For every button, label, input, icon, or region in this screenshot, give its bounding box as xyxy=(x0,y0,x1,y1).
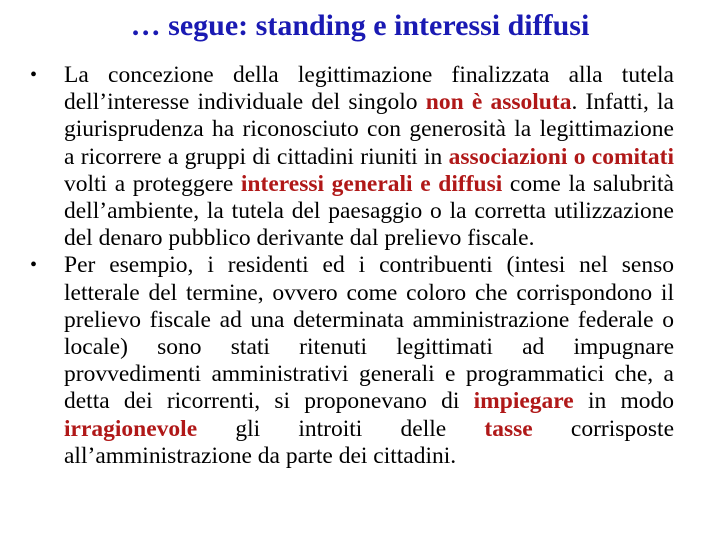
text-segment: gli introiti delle xyxy=(197,415,485,442)
text-segment: come la salubrità dell’ambiente, la tutela del paesaggio o la corretta utilizzazione del denaro pubblico derivante dal prelievo fiscale. xyxy=(64,170,674,252)
emphasis-segment: non è assoluta xyxy=(425,89,572,116)
slide-title: … segue: standing e interessi diffusi xyxy=(130,9,590,42)
emphasis-segment: interessi generali e diffusi xyxy=(240,170,503,197)
emphasis-segment: irragionevole xyxy=(64,415,198,442)
emphasis-segment: associazioni o comitati xyxy=(448,143,674,170)
text-segment: La concezione della legittimazione finalizzata alla tutela dell’interesse individuale del singolo xyxy=(64,62,674,116)
bullet-text xyxy=(64,252,674,468)
emphasis-segment: tasse xyxy=(484,415,533,442)
bullet-list xyxy=(28,62,674,470)
bullet-item xyxy=(28,62,674,252)
bullet-icon: • xyxy=(30,64,38,86)
text-segment: . Infatti, la giurisprudenza ha riconosciuto con generosità la legittimazione a ricorrere a gruppi di cittadini riuniti in xyxy=(64,89,674,170)
emphasis-segment: impiegare xyxy=(473,388,574,415)
text-segment: volti a proteggere xyxy=(64,170,241,197)
text-segment: in modo xyxy=(573,388,674,415)
bullet-icon: • xyxy=(30,254,38,277)
bullet-text xyxy=(64,62,674,251)
text-segment: corrisposte all’amministrazione da parte dei cittadini. xyxy=(64,415,674,469)
bullet-item xyxy=(28,252,674,470)
text-segment: Per esempio, i residenti ed i contribuenti (intesi nel senso letterale del termine, ovvero come coloro che corrispondono il prelievo fiscale ad una determinata amministrazione federale o locale) sono stati ritenuti legittimati ad impugnare provvedimenti amministrativi generali e programmatici che, a detta dei ricorrenti, si proponevano di xyxy=(64,252,674,415)
